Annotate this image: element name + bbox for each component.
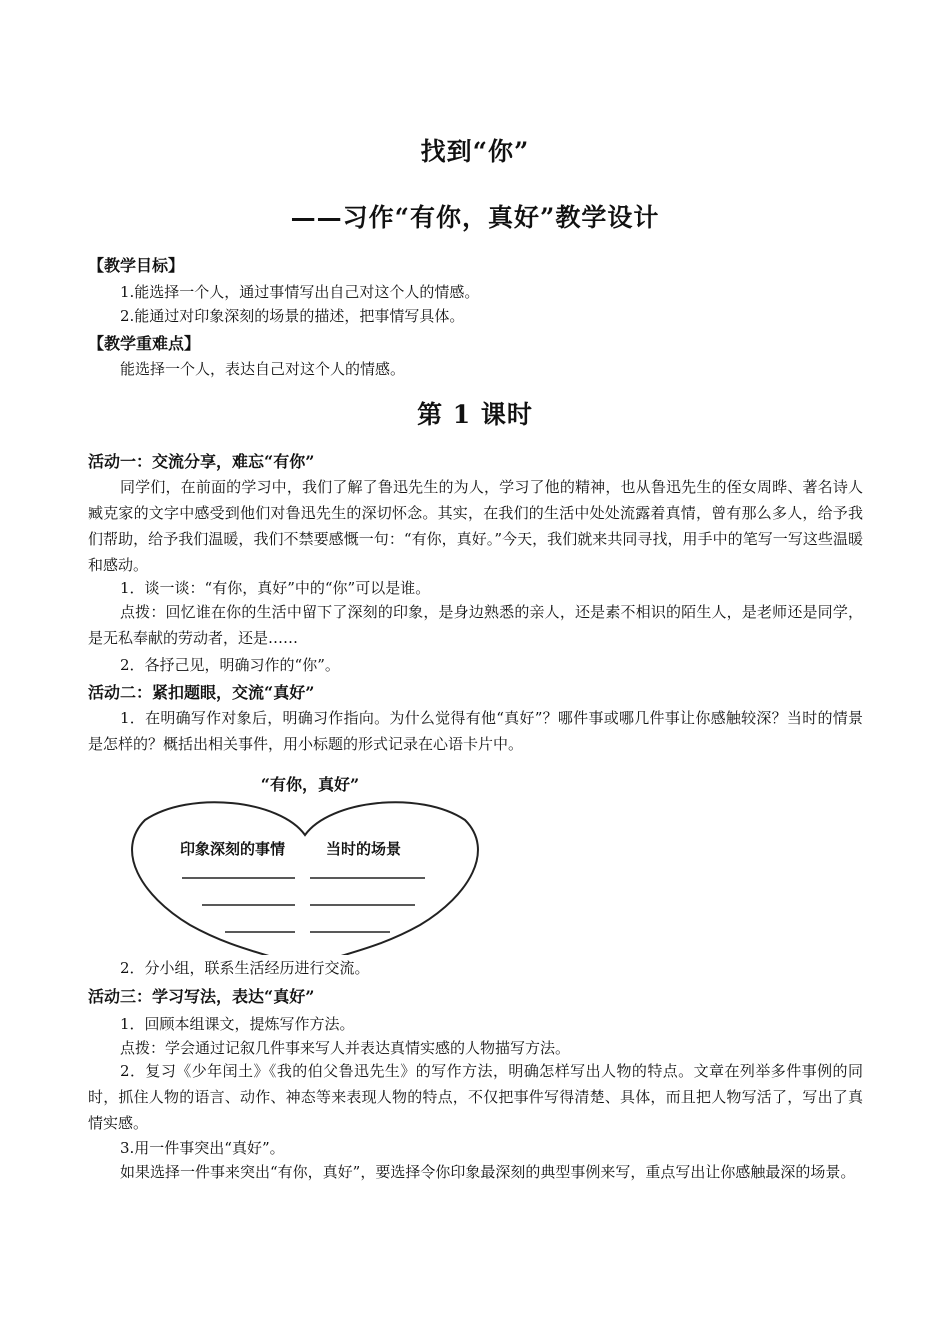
activity1-step2: 2．各抒己见，明确习作的“你”。 — [120, 656, 340, 674]
heart-card-title: “有你，真好” — [260, 775, 360, 794]
activity1-heading: 活动一：交流分享，难忘“有你” — [88, 452, 315, 471]
activity1-hint: 点拨：回忆谁在你的生活中留下了深刻的印象，是身边熟悉的亲人，还是素不相识的陌生人，是老师还是同学，是无私奉献的劳动者，还是…… — [88, 603, 863, 647]
heart-left-label: 印象深刻的事情 — [180, 840, 286, 858]
activity3-heading: 活动三：学习写法，表达“真好” — [88, 987, 315, 1006]
heart-right-label: 当时的场景 — [326, 840, 402, 858]
activity3-step1: 1．回顾本组课文，提炼写作方法。 — [120, 1015, 355, 1033]
activity3-step2: 2．复习《少年闰土》《我的伯父鲁迅先生》的写作方法，明确怎样写出人物的特点。文章在列举多件事例的同时，抓住人物的语言、动作、神态等来表现人物的特点，不仅把事件写得清楚、具体，而且把人物写活了，写出了真情实感。 — [88, 1062, 863, 1132]
activity3-closing: 如果选择一件事来突出“有你，真好”，要选择令你印象最深刻的典型事例来写，重点写出让你感触最深的场景。 — [120, 1163, 856, 1181]
keypoints-text: 能选择一个人，表达自己对这个人的情感。 — [120, 360, 406, 378]
activity1-intro: 同学们，在前面的学习中，我们了解了鲁迅先生的为人，学习了他的精神，也从鲁迅先生的侄女周晔、著名诗人臧克家的文字中感受到他们对鲁迅先生的深切怀念。其实，在我们的生活中处处流露着真情，曾有那么多人，给予我们帮助，给予我们温暖，我们不禁要感慨一句：“有你，真好。”今天，我们就来共同寻找，用手中的笔写一写这些温暖和感动。 — [88, 478, 863, 574]
activity3-step3: 3.用一件事突出“真好”。 — [120, 1139, 285, 1157]
lesson-title: 第 1 课时 — [417, 400, 533, 429]
goals-heading: 【教学目标】 — [88, 256, 185, 275]
activity3-hint: 点拨：学会通过记叙几件事来写人并表达真情实感的人物描写方法。 — [120, 1039, 571, 1057]
activity2-step1: 1．在明确写作对象后，明确习作指向。为什么觉得有他“真好”？哪件事或哪几件事让你感触较深？当时的情景是怎样的？概括出相关事件，用小标题的形式记录在心语卡片中。 — [88, 709, 863, 753]
activity2-heading: 活动二：紧扣题眼，交流“真好” — [88, 683, 315, 702]
goal-item-2: 2.能通过对印象深刻的场景的描述，把事情写具体。 — [120, 307, 465, 325]
heart-card — [130, 795, 480, 955]
keypoints-heading: 【教学重难点】 — [88, 334, 201, 353]
document-title: 找到“你” — [420, 137, 530, 166]
activity2-step2: 2．分小组，联系生活经历进行交流。 — [120, 959, 370, 977]
goal-item-1: 1.能选择一个人，通过事情写出自己对这个人的情感。 — [120, 283, 480, 301]
activity1-step1: 1．谈一谈：“有你，真好”中的“你”可以是谁。 — [120, 579, 431, 597]
document-subtitle: ——习作“有你，真好”教学设计 — [290, 203, 660, 232]
